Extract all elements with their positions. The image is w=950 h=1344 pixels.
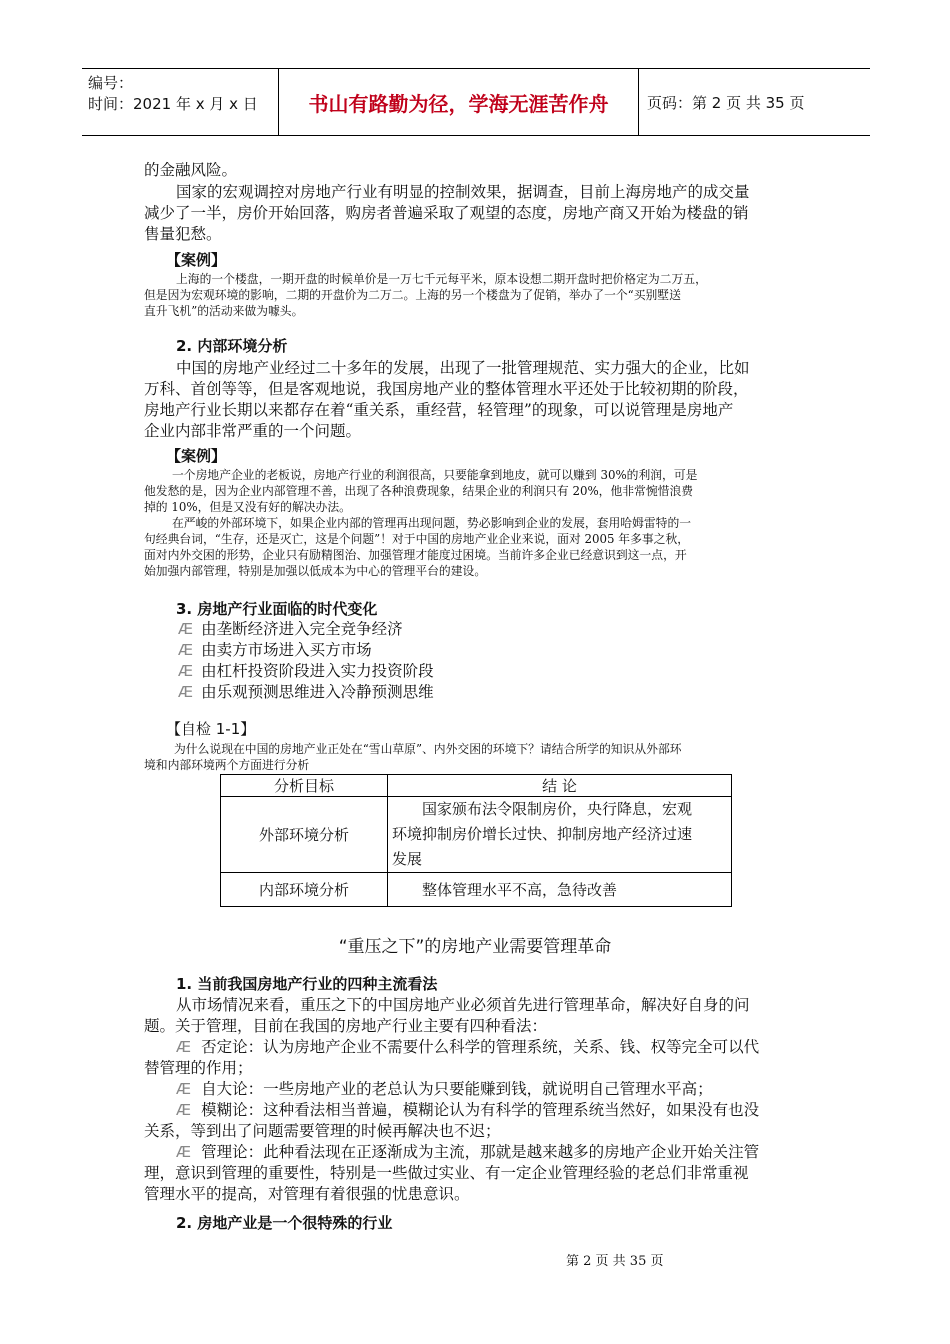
- list-item-text: 由杠杆投资阶段进入实力投资阶段: [201, 662, 434, 680]
- case-text-line: 在严峻的外部环境下，如果企业内部的管理再出现问题，势必影响到企业的发展，套用哈姆雷特的一: [172, 516, 692, 530]
- self-check-text-line: 为什么说现在中国的房地产业正处在“雪山草原”、内外交困的环境下？请结合所学的知识从外部环: [174, 742, 682, 756]
- section-title: “重压之下”的房地产业需要管理革命: [338, 937, 612, 957]
- page-header: [82, 68, 870, 136]
- paragraph-line: 从市场情况来看，重压之下的中国房地产业必须首先进行管理革命，解决好自身的问: [176, 996, 750, 1014]
- list-item: [176, 1077, 713, 1099]
- list-item: [178, 659, 434, 681]
- paragraph-line: 管理水平的提高，对管理有着很强的忧患意识。: [144, 1185, 470, 1203]
- list-item-text: 否定论：认为房地产企业不需要什么科学的管理系统，关系、钱、权等完全可以代: [201, 1038, 760, 1056]
- bullet-icon: Æ: [176, 1080, 192, 1098]
- table-header-cell: 分析目标: [221, 775, 388, 797]
- list-item: [176, 1098, 759, 1120]
- document-date: 时间：2021 年 x 月 x 日: [88, 95, 258, 113]
- section-heading: 2. 房地产业是一个很特殊的行业: [176, 1214, 393, 1232]
- bullet-icon: Æ: [176, 1101, 192, 1119]
- header-meta: [82, 69, 279, 135]
- bullet-icon: Æ: [176, 1143, 192, 1161]
- case-text-line: 句经典台词，“生存，还是灭亡，这是个问题”！对于中国的房地产业企业来说，面对 2005 年多事之秋，: [144, 532, 690, 546]
- paragraph-line: 替管理的作用；: [144, 1059, 253, 1077]
- table-row: [221, 873, 732, 907]
- page-footer: 第 2 页 共 35 页: [566, 1254, 664, 1269]
- table-row: [221, 797, 732, 873]
- list-item-text: 自大论：一些房地产业的老总认为只要能赚到钱，就说明自己管理水平高；: [201, 1080, 713, 1098]
- paragraph-line: 国家的宏观调控对房地产行业有明显的控制效果，据调查，目前上海房地产的成交量: [176, 183, 750, 201]
- list-item: [176, 1140, 759, 1162]
- paragraph-line: 房地产行业长期以来都存在着“重关系，重经营，轻管理”的现象，可以说管理是房地产: [144, 401, 734, 419]
- paragraph-line: 关系，等到出了问题需要管理的时候再解决也不迟；: [144, 1122, 501, 1140]
- conclusion-line: 环境抑制房价增长过快、抑制房地产经济过速: [392, 825, 693, 843]
- list-item-text: 由卖方市场进入买方市场: [201, 641, 372, 659]
- paragraph-line: 万科、首创等等，但是客观地说，我国房地产业的整体管理水平还处于比较初期的阶段，: [144, 380, 749, 398]
- table-cell-target: 内部环境分析: [221, 873, 388, 907]
- bullet-icon: Æ: [178, 662, 194, 680]
- list-item-text: 管理论：此种看法现在正逐渐成为主流，那就是越来越多的房地产企业开始关注管: [201, 1143, 760, 1161]
- table-cell-conclusion: [388, 797, 732, 873]
- bullet-icon: Æ: [178, 641, 194, 659]
- case-text-line: 直升飞机”的活动来做为噱头。: [144, 304, 304, 318]
- case-text-line: 上海的一个楼盘，一期开盘的时候单价是一万七千元每平米，原本设想二期开盘时把价格定为二万五，: [176, 272, 707, 286]
- bullet-icon: Æ: [176, 1038, 192, 1056]
- case-text-line: 但是因为宏观环境的影响，二期的开盘价为二万二。上海的另一个楼盘为了促销，举办了一个“买别墅送: [144, 288, 681, 302]
- self-check-label: 【自检 1-1】: [166, 720, 256, 738]
- case-label: 【案例】: [166, 251, 227, 269]
- list-item-text: 由垄断经济进入完全竞争经济: [201, 620, 403, 638]
- section-heading: 3. 房地产行业面临的时代变化: [176, 600, 378, 618]
- section-heading: 2. 内部环境分析: [176, 337, 288, 355]
- list-item: [178, 617, 403, 639]
- paragraph-line: 的金融风险。: [144, 161, 238, 179]
- paragraph-line: 减少了一半，房价开始回落，购房者普遍采取了观望的态度，房地产商又开始为楼盘的销: [144, 204, 749, 222]
- paragraph-line: 中国的房地产业经过二十多年的发展，出现了一批管理规范、实力强大的企业，比如: [176, 359, 750, 377]
- bullet-icon: Æ: [178, 683, 194, 701]
- list-item: [176, 1035, 759, 1057]
- case-label: 【案例】: [166, 447, 227, 465]
- header-page-info: 页码：第 2 页 共 35 页: [647, 93, 805, 112]
- list-item-text: 由乐观预测思维进入冷静预测思维: [201, 683, 434, 701]
- self-check-text-line: 境和内部环境两个方面进行分析: [144, 758, 310, 772]
- paragraph-line: 题。关于管理，目前在我国的房地产行业主要有四种看法：: [144, 1017, 548, 1035]
- list-item: [178, 638, 372, 660]
- table-cell-target: 外部环境分析: [221, 797, 388, 873]
- list-item-text: 模糊论：这种看法相当普遍，模糊论认为有科学的管理系统当然好，如果没有也没: [201, 1101, 760, 1119]
- paragraph-line: 售量犯愁。: [144, 225, 222, 243]
- case-text-line: 一个房地产企业的老板说，房地产行业的利润很高，只要能拿到地皮，就可以赚到 30%的利润，可是: [172, 468, 698, 482]
- paragraph-line: 企业内部非常严重的一个问题。: [144, 422, 362, 440]
- list-item: [178, 680, 434, 702]
- case-text-line: 始加强内部管理，特别是加强以低成本为中心的管理平台的建设。: [144, 564, 487, 578]
- bullet-icon: Æ: [178, 620, 194, 638]
- table-header-row: [221, 775, 732, 797]
- header-motto: 书山有路勤为径，学海无涯苦作舟: [279, 69, 639, 135]
- case-text-line: 掉的 10%，但是又没有好的解决办法。: [144, 500, 351, 514]
- case-text-line: 面对内外交困的形势，企业只有励精图治、加强管理才能度过困境。当前许多企业已经意识到这一点，开: [144, 548, 687, 562]
- analysis-table: [220, 774, 732, 907]
- case-text-line: 他发愁的是，因为企业内部管理不善，出现了各种浪费现象，结果企业的利润只有 20%，他非常惋惜浪费: [144, 484, 694, 498]
- section-heading: 1. 当前我国房地产行业的四种主流看法: [176, 975, 438, 993]
- table-header-cell: 结 论: [388, 775, 732, 797]
- table-cell-conclusion: 整体管理水平不高，急待改善: [388, 873, 732, 907]
- paragraph-line: 理，意识到管理的重要性，特别是一些做过实业、有一定企业管理经验的老总们非常重视: [144, 1164, 749, 1182]
- conclusion-line: 国家颁布法令限制房价，央行降息，宏观: [422, 800, 693, 818]
- conclusion-line: 发展: [392, 850, 423, 868]
- document-number-label: 编号：: [88, 74, 134, 92]
